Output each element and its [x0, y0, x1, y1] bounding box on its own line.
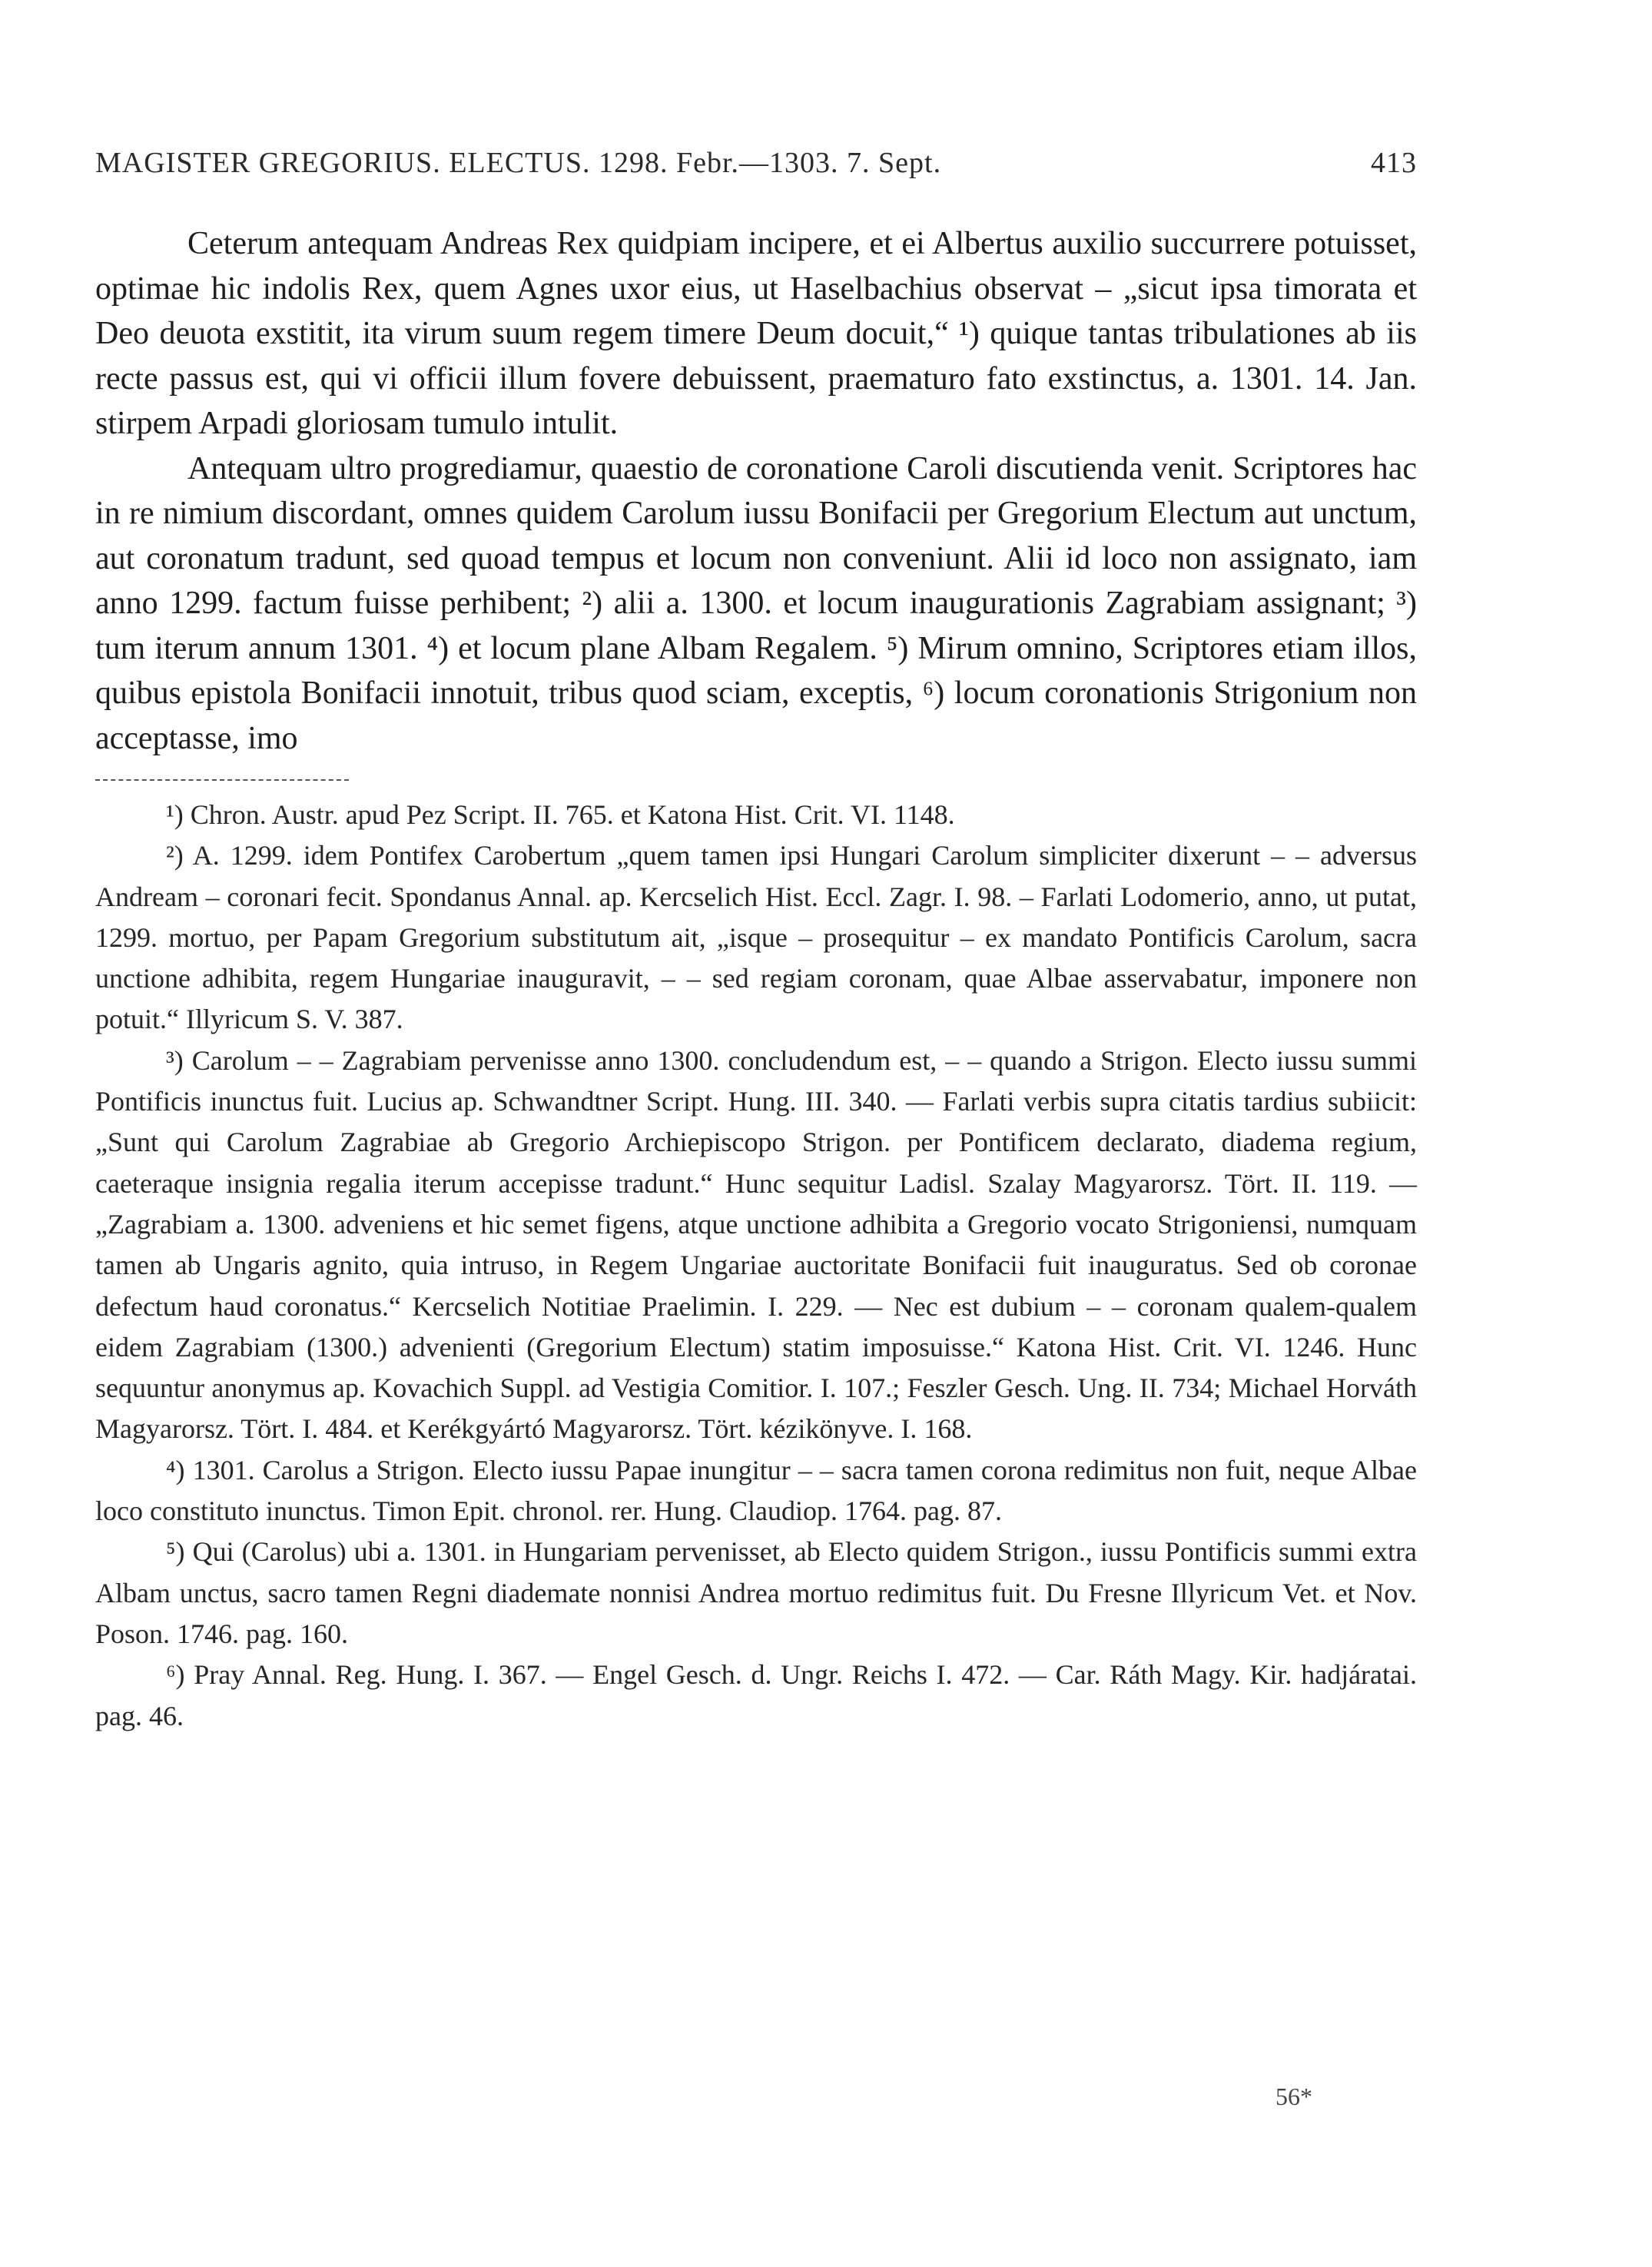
running-head	[95, 146, 1417, 180]
footnotes	[95, 795, 1417, 1737]
signature-mark: 56*	[1275, 2083, 1312, 2110]
footnote: ⁴) 1301. Carolus a Strigon. Electo iussu Papae inungitur – – sacra tamen corona redimitus non fuit, neque Albae loco constituto inunctus. Timon Epit. chronol. rer. Hung. Claudiop. 1764. pag. 87.	[95, 1454, 1417, 1527]
page-number: 413	[1371, 147, 1417, 179]
paragraph: Ceterum antequam Andreas Rex quidpiam incipere, et ei Albertus auxilio succurrere potuisset, optimae hic indolis Rex, quem Agnes uxor eius, ut Haselbachius observat – „sicut ipsa timorata et Deo deuota exstitit, ita virum suum regem timere Deum docuit,“ ¹) quique tantas tribulationes ab iis recte passus est, qui vi officii illum fovere debuissent, praematuro fato exstinctus, a. 1301. 14. Jan. stirpem Arpadi gloriosam tumulo intulit.	[95, 226, 1417, 441]
footnote: ⁶) Pray Annal. Reg. Hung. I. 367. — Engel Gesch. d. Ungr. Reichs I. 472. — Car. Ráth Magy. Kir. hadjáratai. pag. 46.	[95, 1659, 1417, 1731]
document-page	[95, 146, 1417, 2221]
footnote: ⁵) Qui (Carolus) ubi a. 1301. in Hungariam pervenisset, ab Electo quidem Strigon., iussu Pontificis summi extra Albam unctus, sacro tamen Regni diademate nonnisi Andrea mortuo redimitus fuit. Du Fresne Illyricum Vet. et Nov. Poson. 1746. pag. 160.	[95, 1536, 1417, 1649]
footnote: ³) Carolum – – Zagrabiam pervenisse anno 1300. concludendum est, – – quando a Strigon. Electo iussu summi Pontificis inunctus fuit. Lucius ap. Schwandtner Script. Hung. III. 340. — Farlati verbis supra citatis tardius subiicit: „Sunt qui Carolum Zagrabiae ab Gregorio Archiepiscopo Strigon. per Pontificem declarato, diadema regium, caeteraque insignia regalia iterum accepisse tradunt.“ Hunc sequitur Ladisl. Szalay Magyarorsz. Tört. II. 119. — „Zagrabiam a. 1300. adveniens et hic semet figens, atque unctione adhibita a Gregorio vocato Strigoniensi, numquam tamen ab Ungaris agnito, quia intruso, in Regem Ungariae auctoritate Bonifacii fuit inauguratus. Sed ob coronae defectum haud coronatus.“ Kercselich Notitiae Praelimin. I. 229. — Nec est dubium – – coronam qualem-qualem eidem Zagrabiam (1300.) advenienti (Gregorium Electum) statim imposuisse.“ Katona Hist. Crit. VI. 1246. Hunc sequuntur anonymus ap. Kovachich Suppl. ad Vestigia Comitior. I. 107.; Feszler Gesch. Ung. II. 734; Michael Horváth Magyarorsz. Tört. I. 484. et Kerékgyártó Magyarorsz. Tört. kézikönyve. I. 168.	[95, 1044, 1417, 1445]
footnote: ²) A. 1299. idem Pontifex Carobertum „quem tamen ipsi Hungari Carolum simpliciter dixerunt – – adversus Andream – coronari fecit. Spondanus Annal. ap. Kercselich Hist. Eccl. Zagr. I. 98. – Farlati Lodomerio, anno, ut putat, 1299. mortuo, per Papam Gregorium substitutum ait, „isque – prosequitur – ex mandato Pontificis Carolum, sacra unctione adhibita, regem Hungariae inauguravit, – – sed regiam coronam, quae Albae asservabatur, imponere non potuit.“ Illyricum S. V. 387.	[95, 840, 1417, 1035]
running-title: MAGISTER GREGORIUS. ELECTUS. 1298. Febr.—1303. 7. Sept.	[95, 147, 942, 179]
main-text	[95, 221, 1417, 761]
footnote: ¹) Chron. Austr. apud Pez Script. II. 765. et Katona Hist. Crit. VI. 1148.	[166, 799, 955, 830]
paragraph: Antequam ultro progrediamur, quaestio de coronatione Caroli discutienda venit. Scriptores hac in re nimium discordant, omnes quidem Carolum iussu Bonifacii per Gregorium Electum aut unctum, aut coronatum tradunt, sed quoad tempus et locum non conveniunt. Alii id loco non assignato, iam anno 1299. factum fuisse perhibent; ²) alii a. 1300. et locum inaugurationis Zagrabiam assignant; ³) tum iterum annum 1301. ⁴) et locum plane Albam Regalem. ⁵) Mirum omnino, Scriptores etiam illos, quibus epistola Bonifacii innotuit, tribus quod sciam, exceptis, ⁶) locum coronationis Strigonium non acceptasse, imo	[95, 450, 1417, 756]
footnote-separator	[95, 779, 349, 781]
